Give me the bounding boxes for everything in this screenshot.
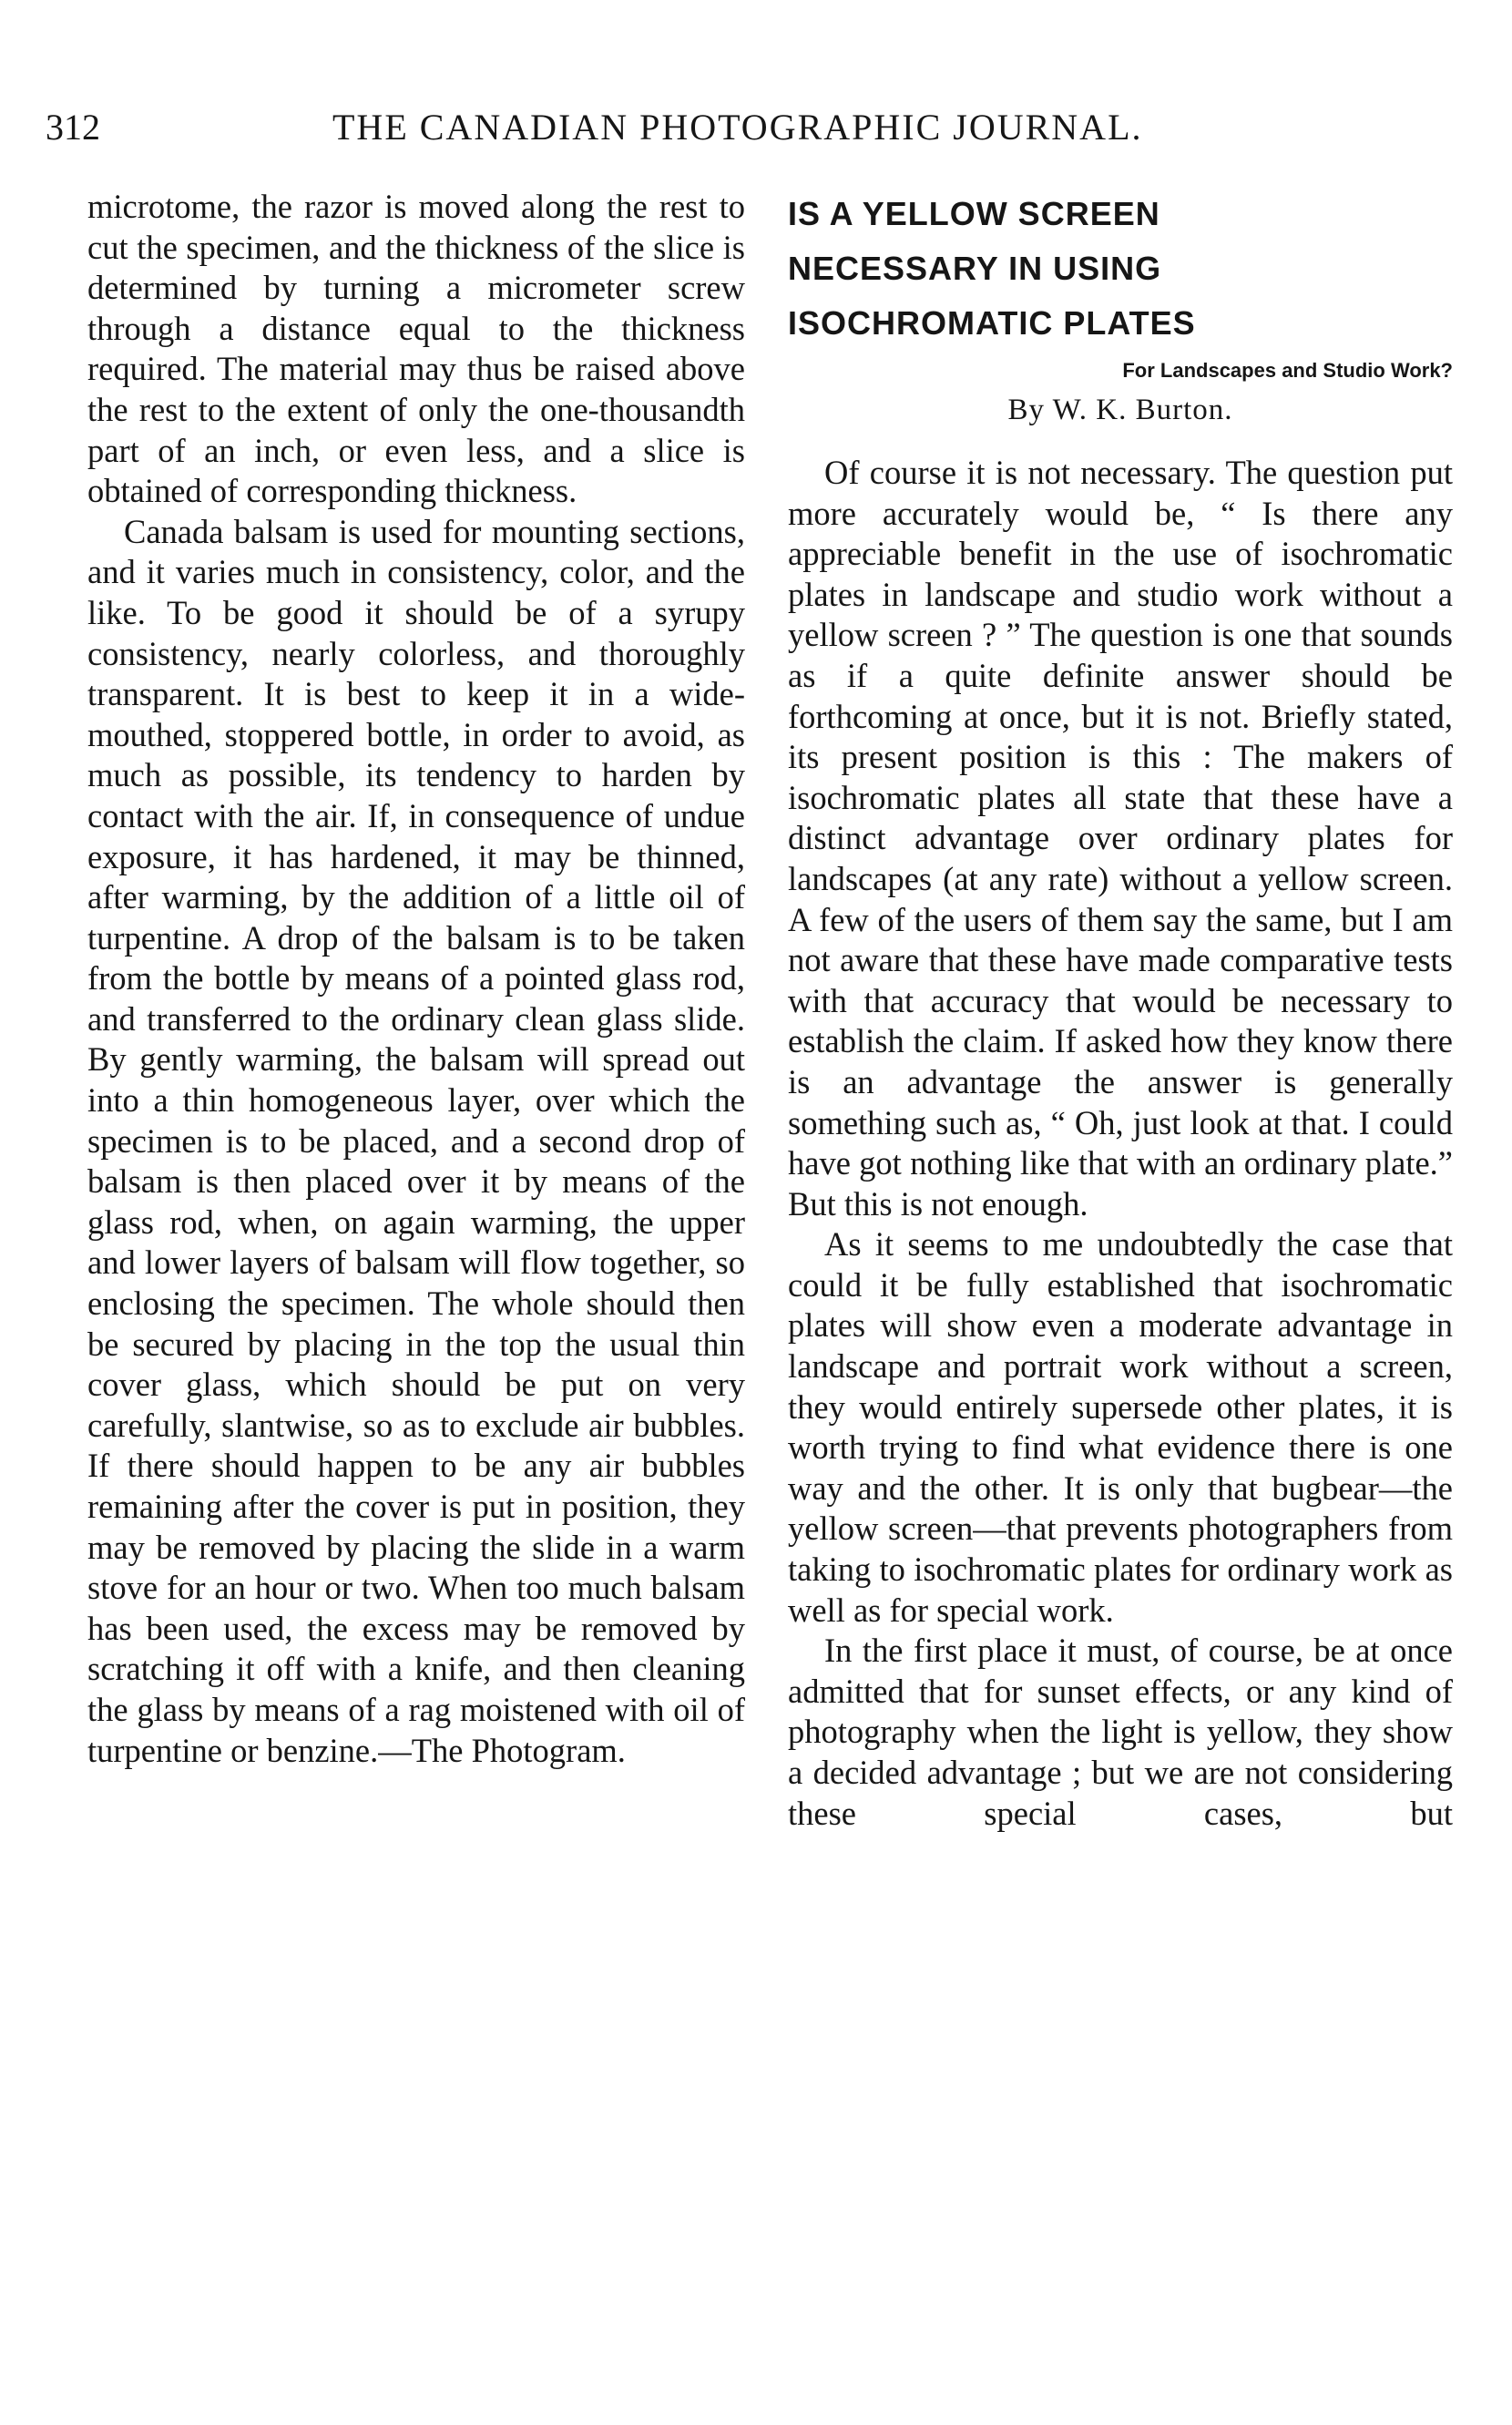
article-heading [788, 187, 1453, 351]
byline: By W. K. Burton. [1007, 394, 1233, 426]
page-number: 312 [46, 107, 100, 148]
heading-line: ISOCHROMATIC PLATES [788, 304, 1196, 342]
paragraph: Canada balsam is used for mounting sections, and it varies much in consistency, color, and the like. To be good it should be of a syrupy consistency, nearly colorless, and thoroughly transparent. It is best to keep it in a wide-mouthed, stoppered bottle, in order to avoid, as much as possible, its tendency to harden by contact with the air. If, in consequence of undue exposure, it has hardened, it may be thinned, after warming, by the addition of a little oil of turpentine. A drop of the balsam is to be taken from the bottle by means of a pointed glass rod, and transferred to the ordinary clean glass slide. By gently warming, the balsam will spread out into a thin homogeneous layer, over which the specimen is to be placed, and a second drop of balsam is then placed over it by means of the glass rod, when, on again warming, the upper and lower layers of balsam will flow together, so enclosing the specimen. The whole should then be secured by placing in the top the usual thin cover glass, which should be put on very carefully, slantwise, so as to exclude air bubbles. If there should happen to be any air bubbles remaining after the cover is put in position, they may be removed by placing the slide in a warm stove for an hour or two. When too much balsam has been used, the excess may be removed by scratching it off with a knife, and then cleaning the glass by means of a rag moistened with oil of turpentine or benzine.—The Photogram. [87, 512, 745, 1769]
right-column [788, 187, 1453, 1834]
running-head [0, 102, 1512, 157]
article-subtitle: For Landscapes and Studio Work? [1122, 359, 1453, 382]
heading-line: NECESSARY IN USING [788, 250, 1162, 287]
left-column [87, 187, 745, 1771]
paragraph: In the first place it must, of course, be at once admitted that for sunset effects, or any kind of photography when the light is yellow, they show a decided advantage ; but we are not considering these special cases, but [788, 1632, 1453, 1832]
paragraph: Of course it is not necessary. The question put more accurately would be, “ Is there any appreciable benefit in the use of isochromatic plates in landscape and studio work without a yellow screen ? ” The question is one that sounds as if a quite definite answer should be forthcoming at once, but it is not. Briefly stated, its present position is this : The makers of isochromatic plates all state that these have a distinct advantage over ordinary plates for landscapes (at any rate) without a yellow screen. A few of the users of them say the same, but I am not aware that these have made comparative tests with that accuracy that would be necessary to establish the claim. If asked how they know there is an advantage the answer is generally something such as, “ Oh, just look at that. I could have got nothing like that with an ordinary plate.” But this is not enough. [788, 454, 1453, 1223]
paragraph: As it seems to me undoubtedly the case that could it be fully established that isochromatic plates will show even a moderate advantage in landscape and portrait work without a screen, they would entirely supersede other plates, it is worth trying to find what evidence there is one way and the other. It is only that bugbear—the yellow screen—that prevents photographers from taking to isochromatic plates for ordinary work as well as for special work. [788, 1225, 1453, 1629]
heading-line: IS A YELLOW SCREEN [788, 195, 1160, 232]
journal-title: THE CANADIAN PHOTOGRAPHIC JOURNAL. [332, 107, 1143, 148]
paragraph: microtome, the razor is moved along the rest to cut the specimen, and the thickness of the slice is determined by turning a micrometer screw through a distance equal to the thickness required. The material may thus be raised above the rest to the extent of only the one-thousandth part of an inch, or even less, and a slice is obtained of corresponding thickness. [87, 188, 745, 510]
